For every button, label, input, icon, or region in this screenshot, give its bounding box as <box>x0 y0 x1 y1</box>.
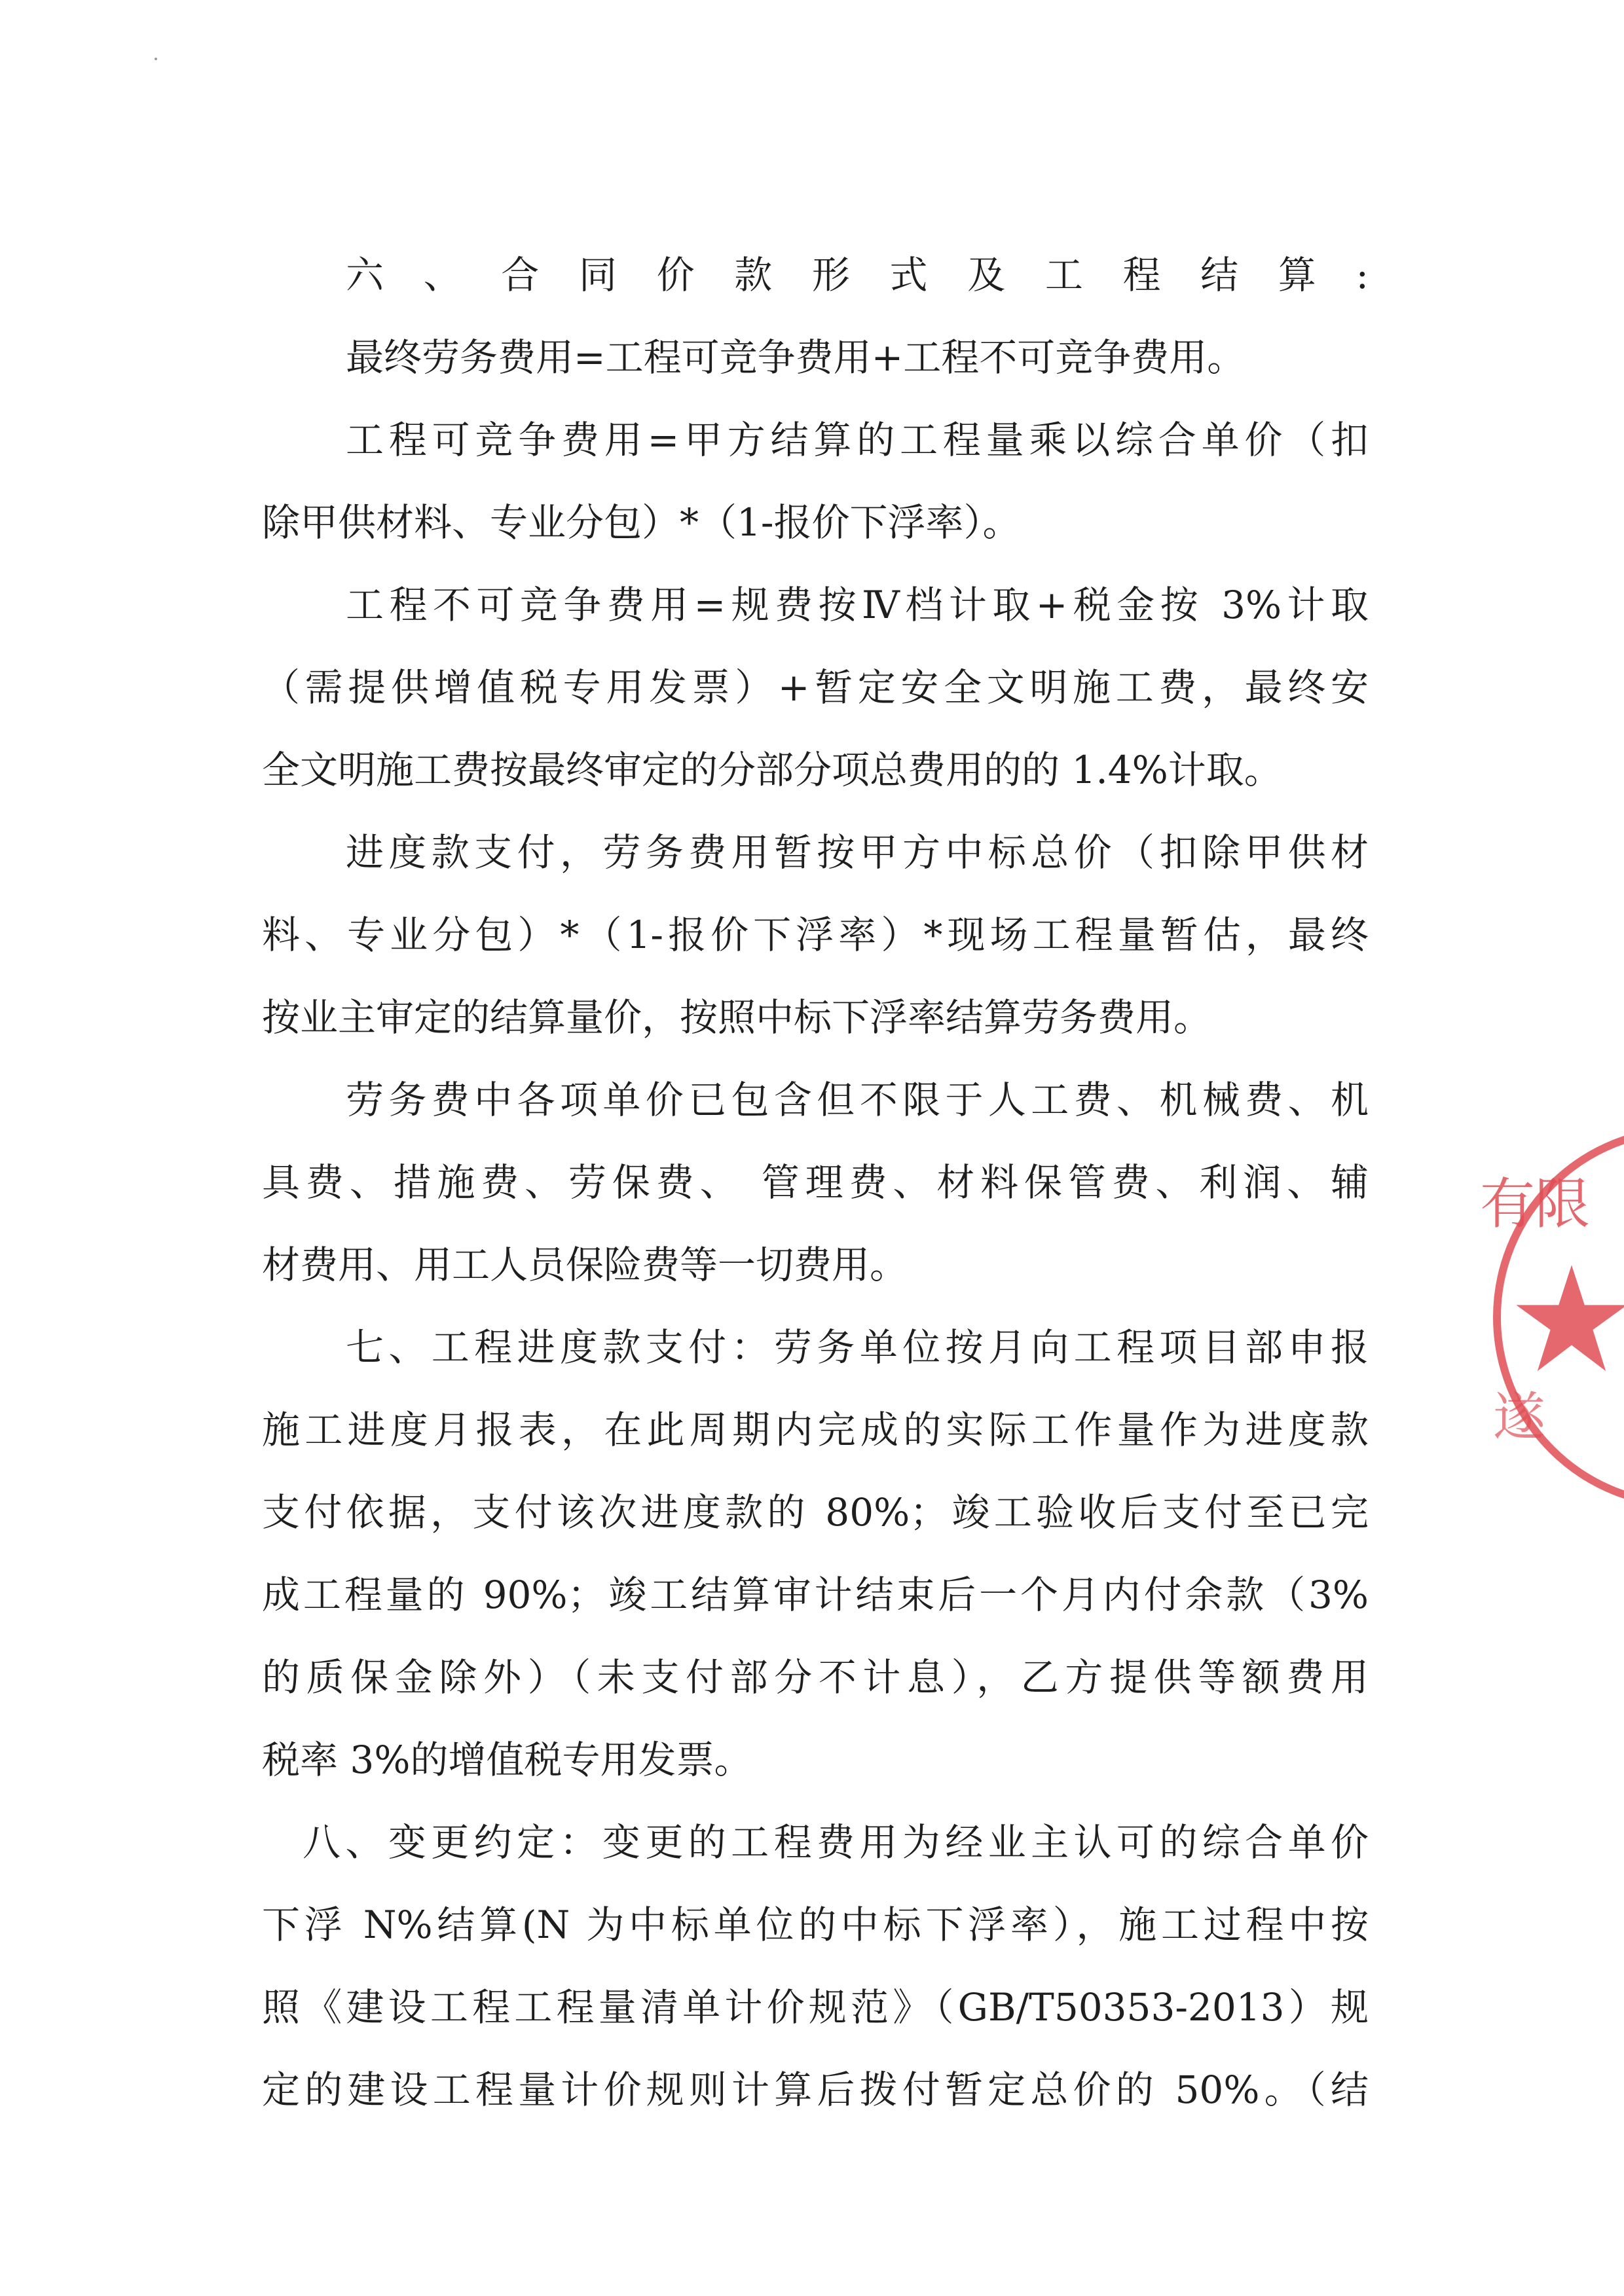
seal-star-icon <box>1513 1260 1624 1378</box>
seal-text-top: 有限 <box>1480 1172 1591 1236</box>
paragraph-line: 的质保金除外）（未支付部分不计息），乙方提供等额费用 <box>262 1655 1369 1700</box>
paragraph-line: 按业主审定的结算量价，按照中标下浮率结算劳务费用。 <box>262 995 1212 1040</box>
paragraph-line: 下浮 N%结算(N 为中标单位的中标下浮率），施工过程中按 <box>262 1903 1369 1947</box>
paragraph-line: 工程不可竞争费用=规费按Ⅳ档计取+税金按 3%计取 <box>346 583 1369 627</box>
paragraph-line: 照《建设工程工程量清单计价规范》（GB/T50353-2013）规 <box>262 1985 1369 2030</box>
seal-text-bottom: 遂 <box>1493 1387 1545 1448</box>
paragraph-line: （需提供增值税专用发票）+暂定安全文明施工费，最终安 <box>262 665 1369 710</box>
paragraph-line: 劳务费中各项单价已包含但不限于人工费、机械费、机 <box>346 1078 1369 1122</box>
paragraph-line: 材费用、用工人员保险费等一切费用。 <box>262 1243 908 1287</box>
paragraph-line: 料、专业分包）*（1-报价下浮率）*现场工程量暂估，最终 <box>262 913 1369 957</box>
paragraph-line: 除甲供材料、专业分包）*（1-报价下浮率）。 <box>262 500 1021 545</box>
paragraph-line: 进度款支付，劳务费用暂按甲方中标总价（扣除甲供材 <box>346 830 1369 875</box>
paragraph-line: 施工进度月报表，在此周期内完成的实际工作量作为进度款 <box>262 1408 1369 1452</box>
paragraph-line: 支付依据，支付该次进度款的 80%；竣工验收后支付至已完 <box>262 1490 1369 1535</box>
company-seal <box>1467 1113 1624 1506</box>
section-8-heading: 八、变更约定：变更的工程费用为经业主认可的综合单价 <box>303 1820 1369 1865</box>
paragraph-line: 最终劳务费用=工程可竞争费用+工程不可竞争费用。 <box>346 335 1246 380</box>
section-6-heading: 六、合同价款形式及工程结算: <box>346 253 1369 297</box>
section-7-heading: 七、工程进度款支付：劳务单位按月向工程项目部申报 <box>346 1325 1369 1370</box>
scan-speck <box>155 58 157 60</box>
paragraph-line: 定的建设工程量计价规则计算后拨付暂定总价的 50%。（结 <box>262 2068 1369 2112</box>
paragraph-line: 税率 3%的增值税专用发票。 <box>262 1738 752 1782</box>
paragraph-line: 工程可竞争费用=甲方结算的工程量乘以综合单价（扣 <box>346 418 1369 462</box>
paragraph-line: 具费、措施费、劳保费、 管理费、材料保管费、利润、辅 <box>262 1160 1369 1205</box>
paragraph-line: 全文明施工费按最终审定的分部分项总费用的的 1.4%计取。 <box>262 748 1282 792</box>
paragraph-line: 成工程量的 90%；竣工结算审计结束后一个月内付余款（3% <box>262 1573 1369 1617</box>
